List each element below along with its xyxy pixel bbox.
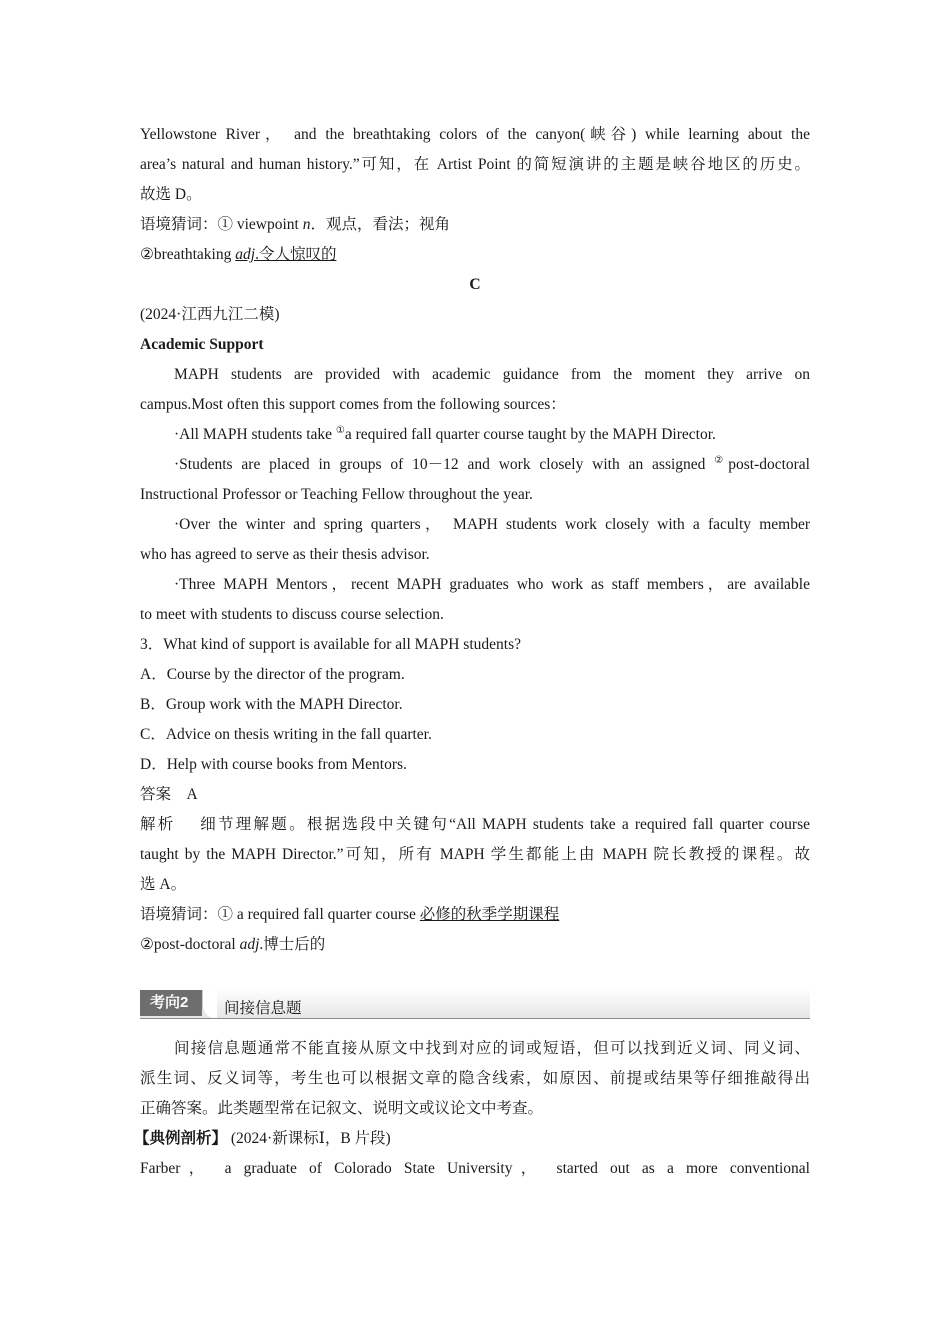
bullet-3-line-2: who has agreed to serve as their thesis advisor.	[140, 546, 430, 563]
answer-line	[140, 780, 810, 810]
bullet-1	[140, 420, 810, 450]
page-content	[134, 120, 810, 1184]
marker-1: ①	[335, 425, 345, 436]
para1-line-1: MAPH students are provided with academic guidance from the moment they arrive on	[174, 366, 810, 383]
option-d: D．Help with course books from Mentors.	[140, 756, 407, 773]
option-a: A．Course by the director of the program.	[140, 666, 405, 683]
bullet-4-line-1: ·Three MAPH Mentors，recent MAPH graduates who work as staff members，are available	[174, 576, 810, 593]
analysis-label: 解析	[140, 816, 176, 833]
vocab-word: ②post-doctoral	[140, 936, 240, 953]
question-3: 3．What kind of support is available for all MAPH students?	[140, 636, 521, 653]
passage-title: Academic Support	[140, 336, 264, 353]
option-b: B．Group work with the MAPH Director.	[140, 696, 403, 713]
passage-source: (2024·江西九江二模)	[140, 306, 280, 323]
bullet-text: post-doctoral	[728, 456, 810, 473]
vocab-answer: 必修的秋季学期课程	[419, 906, 560, 923]
example-label: 【典例剖析】	[134, 1130, 228, 1147]
option-c: C．Advice on thesis writing in the fall quarter.	[140, 726, 432, 743]
bullet-4-line-2: to meet with students to discuss course selection.	[140, 606, 444, 623]
vocab-meaning: .博士后的	[259, 936, 326, 953]
analysis-line-2: taught by the MAPH Director.”可知，所有 MAPH 学生都能上由 MAPH 院长教授的课程。故	[140, 846, 810, 863]
section-title: 间接信息题	[224, 999, 302, 1017]
analysis-line-3: 选 A。	[140, 876, 187, 893]
section-intro-line-2: 派生词、反义词等，考生也可以根据文章的隐含线索，如原因、前提或结果等仔细推敲得出	[140, 1070, 810, 1087]
bullet-text: ·All MAPH students take	[174, 426, 336, 443]
example-passage-line-1: Farber， a graduate of Colorado State University， started out as a more conventional	[140, 1160, 810, 1177]
vocab-item-4	[140, 930, 810, 960]
marker-2: ②	[714, 455, 729, 466]
analysis-text: 细节理解题。根据选段中关键句“All MAPH students take a required fall quarter course	[200, 816, 810, 833]
bullet-3-line-1: ·Over the winter and spring quarters， MAPH students work closely with a faculty member	[174, 516, 810, 533]
vocab-word: ②breathtaking	[140, 246, 236, 263]
section-notch	[202, 990, 217, 1018]
bullet-2-line-1	[140, 450, 810, 480]
intro-line-2: area’s natural and human history.”可知，在 Artist Point 的简短演讲的主题是峡谷地区的历史。	[140, 156, 810, 173]
vocab-prefix: 语境猜词：① viewpoint	[140, 216, 303, 233]
vocab-item-2	[140, 240, 810, 270]
part-of-speech: adj	[239, 936, 260, 953]
analysis-line-1	[140, 810, 810, 840]
section-header	[140, 978, 810, 1020]
part-of-speech: n	[302, 216, 311, 233]
bullet-text: a required fall quarter course taught by the MAPH Director.	[344, 426, 716, 443]
vocab-prefix: 语境猜词：① a required fall quarter course	[140, 906, 420, 923]
intro-line-3: 故选 D。	[140, 186, 202, 203]
section-tag: 考向2	[140, 990, 202, 1016]
passage-letter: C	[469, 276, 481, 293]
section-intro-line-1: 间接信息题通常不能直接从原文中找到对应的词或短语，但可以找到近义词、同义词、	[174, 1040, 810, 1057]
intro-line-1: Yellowstone River， and the breathtaking colors of the canyon(峡谷) while learning about the	[140, 126, 810, 143]
bullet-text: ·Students are placed in groups of 10－12 and work closely with an assigned	[174, 456, 715, 473]
answer-value: A	[186, 786, 198, 803]
section-intro-line-3: 正确答案。此类题型常在记叙文、说明文或议论文中考查。	[140, 1100, 544, 1117]
vocab-answer: adj.令人惊叹的	[235, 246, 337, 263]
vocab-item-1	[140, 210, 810, 240]
para1-line-2: campus.Most often this support comes from the following sources：	[140, 396, 566, 413]
bullet-2-line-2: Instructional Professor or Teaching Fellow throughout the year.	[140, 486, 533, 503]
answer-label: 答案	[140, 786, 172, 803]
example-heading	[134, 1124, 810, 1154]
example-source: (2024·新课标Ⅰ，B 片段)	[227, 1130, 391, 1147]
vocab-meaning: ．观点，看法；视角	[310, 216, 451, 233]
vocab-item-3	[140, 900, 810, 930]
